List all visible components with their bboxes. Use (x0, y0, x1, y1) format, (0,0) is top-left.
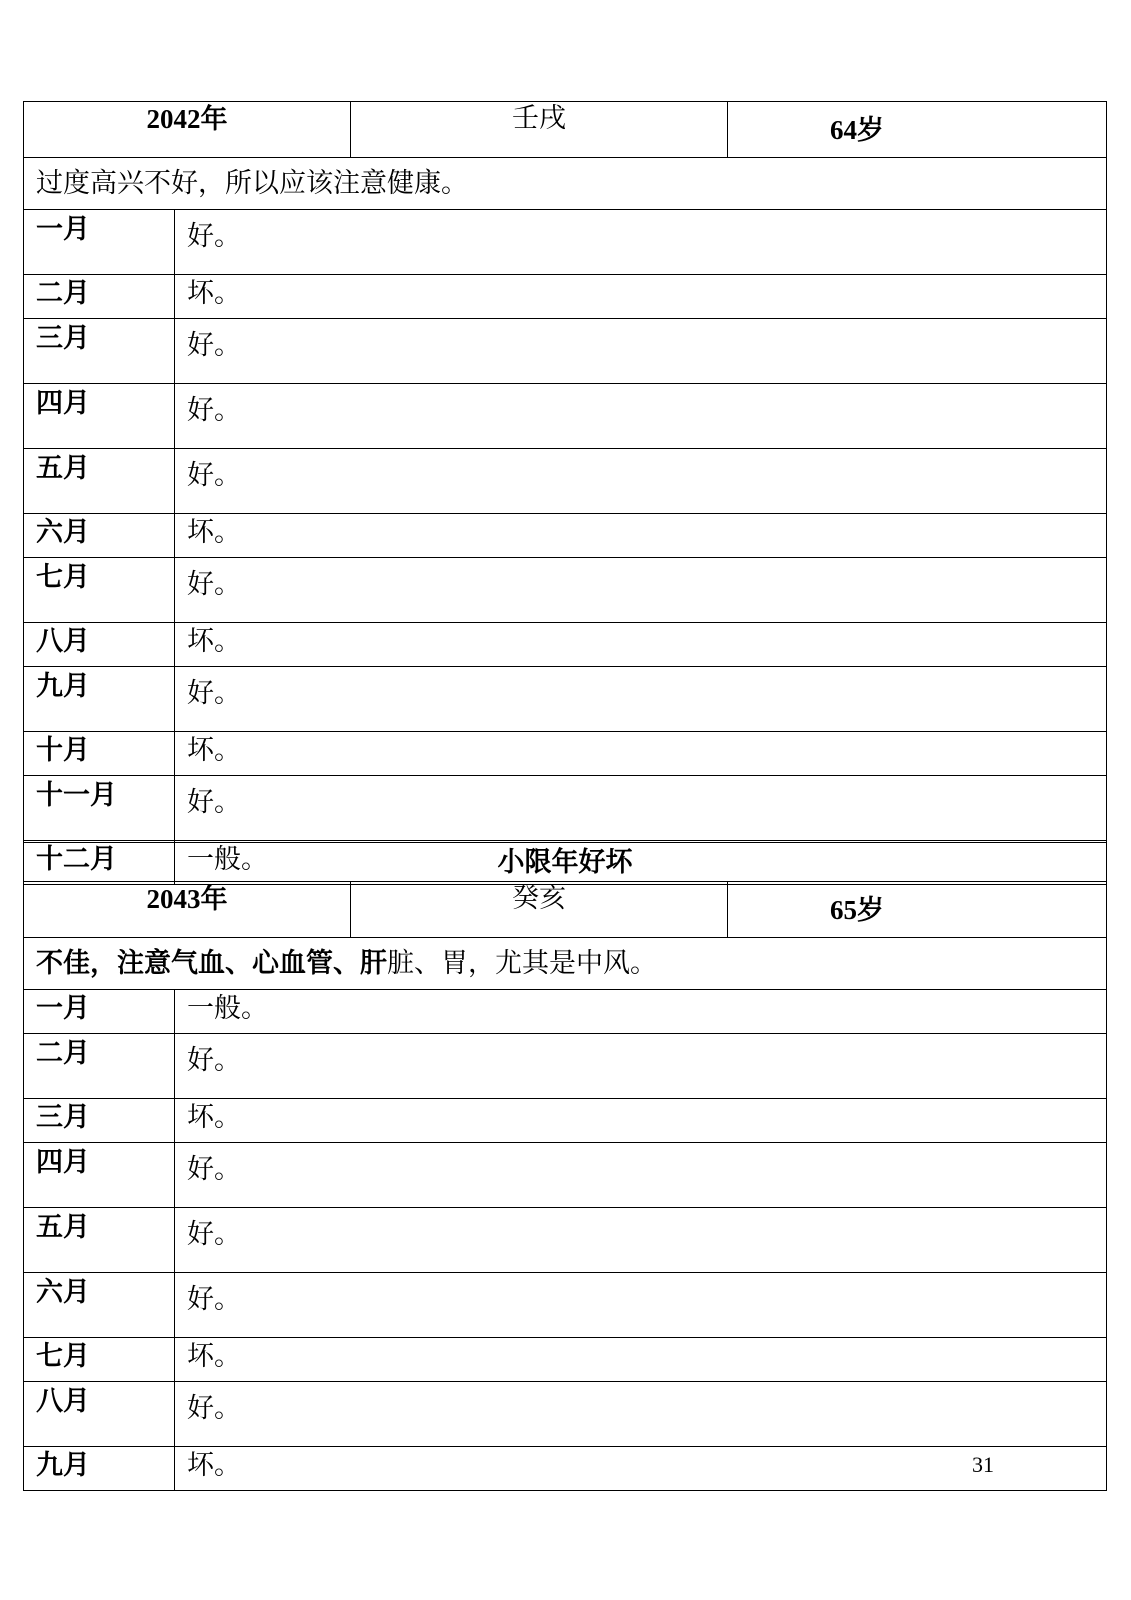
page-number: 31 (972, 1452, 994, 1477)
month-row (24, 732, 1107, 776)
year-header-row (24, 882, 1107, 938)
month-row (24, 1338, 1107, 1382)
month-value: 好。 (175, 1273, 1107, 1338)
month-row (24, 558, 1107, 623)
month-row (24, 514, 1107, 558)
month-name: 五月 (24, 449, 175, 514)
table-title: 小限年好坏 (24, 843, 1107, 882)
month-row (24, 667, 1107, 732)
month-value: 坏。 (175, 275, 1107, 319)
month-value: 好。 (175, 1382, 1107, 1447)
month-row (24, 1099, 1107, 1143)
month-value: 好。 (175, 1034, 1107, 1099)
month-name: 三月 (24, 1099, 175, 1143)
month-row (24, 1273, 1107, 1338)
month-name: 一月 (24, 210, 175, 275)
month-name: 七月 (24, 558, 175, 623)
month-value: 好。 (175, 667, 1107, 732)
month-name: 八月 (24, 1382, 175, 1447)
month-value: 坏。 (175, 1099, 1107, 1143)
month-row (24, 990, 1107, 1034)
month-name: 二月 (24, 1034, 175, 1099)
fortune-table-2042 (23, 101, 1107, 885)
month-row (24, 1208, 1107, 1273)
month-name: 九月 (24, 1447, 175, 1491)
month-name: 六月 (24, 1273, 175, 1338)
year-header-row (24, 102, 1107, 158)
month-value: 坏。 (175, 1338, 1107, 1382)
fortune-table-2043 (23, 842, 1107, 1491)
year-cell: 2043年 (24, 882, 351, 938)
month-value: 坏。 (175, 732, 1107, 776)
month-value: 坏。 (175, 1447, 1107, 1491)
month-name: 五月 (24, 1208, 175, 1273)
month-value: 坏。 (175, 514, 1107, 558)
month-row (24, 776, 1107, 841)
month-row (24, 319, 1107, 384)
month-row (24, 1143, 1107, 1208)
month-row (24, 623, 1107, 667)
month-row (24, 1382, 1107, 1447)
month-value: 好。 (175, 319, 1107, 384)
month-name: 四月 (24, 1143, 175, 1208)
summary-cell: 过度高兴不好，所以应该注意健康。 (24, 158, 1107, 210)
ganzhi-cell: 壬戌 (351, 102, 728, 158)
month-name: 三月 (24, 319, 175, 384)
ganzhi-cell: 癸亥 (351, 882, 728, 938)
month-row (24, 275, 1107, 319)
month-name: 一月 (24, 990, 175, 1034)
table-title-row (24, 843, 1107, 882)
age-cell: 65岁 (728, 882, 1107, 938)
month-value: 一般。 (175, 990, 1107, 1034)
month-value: 好。 (175, 384, 1107, 449)
year-cell: 2042年 (24, 102, 351, 158)
month-name: 十月 (24, 732, 175, 776)
summary-cell (24, 938, 1107, 990)
month-value: 坏。 (175, 623, 1107, 667)
month-value: 好。 (175, 558, 1107, 623)
month-row (24, 1034, 1107, 1099)
month-name: 六月 (24, 514, 175, 558)
month-name: 十二月 (24, 841, 175, 885)
month-name: 四月 (24, 384, 175, 449)
month-value: 好。 (175, 210, 1107, 275)
summary-row (24, 938, 1107, 990)
month-row (24, 384, 1107, 449)
month-row (24, 449, 1107, 514)
summary-text: 脏、胃，尤其是中风。 (387, 948, 657, 979)
summary-bold-text: 不佳，注意气血、心血管、肝 (36, 948, 387, 979)
month-value: 好。 (175, 776, 1107, 841)
month-name: 二月 (24, 275, 175, 319)
month-row (24, 1447, 1107, 1491)
month-name: 十一月 (24, 776, 175, 841)
month-name: 八月 (24, 623, 175, 667)
month-value: 好。 (175, 1208, 1107, 1273)
month-row (24, 210, 1107, 275)
month-value: 好。 (175, 449, 1107, 514)
age-cell: 64岁 (728, 102, 1107, 158)
month-value: 一般。 (175, 841, 1107, 885)
month-name: 九月 (24, 667, 175, 732)
month-value: 好。 (175, 1143, 1107, 1208)
summary-row (24, 158, 1107, 210)
month-name: 七月 (24, 1338, 175, 1382)
